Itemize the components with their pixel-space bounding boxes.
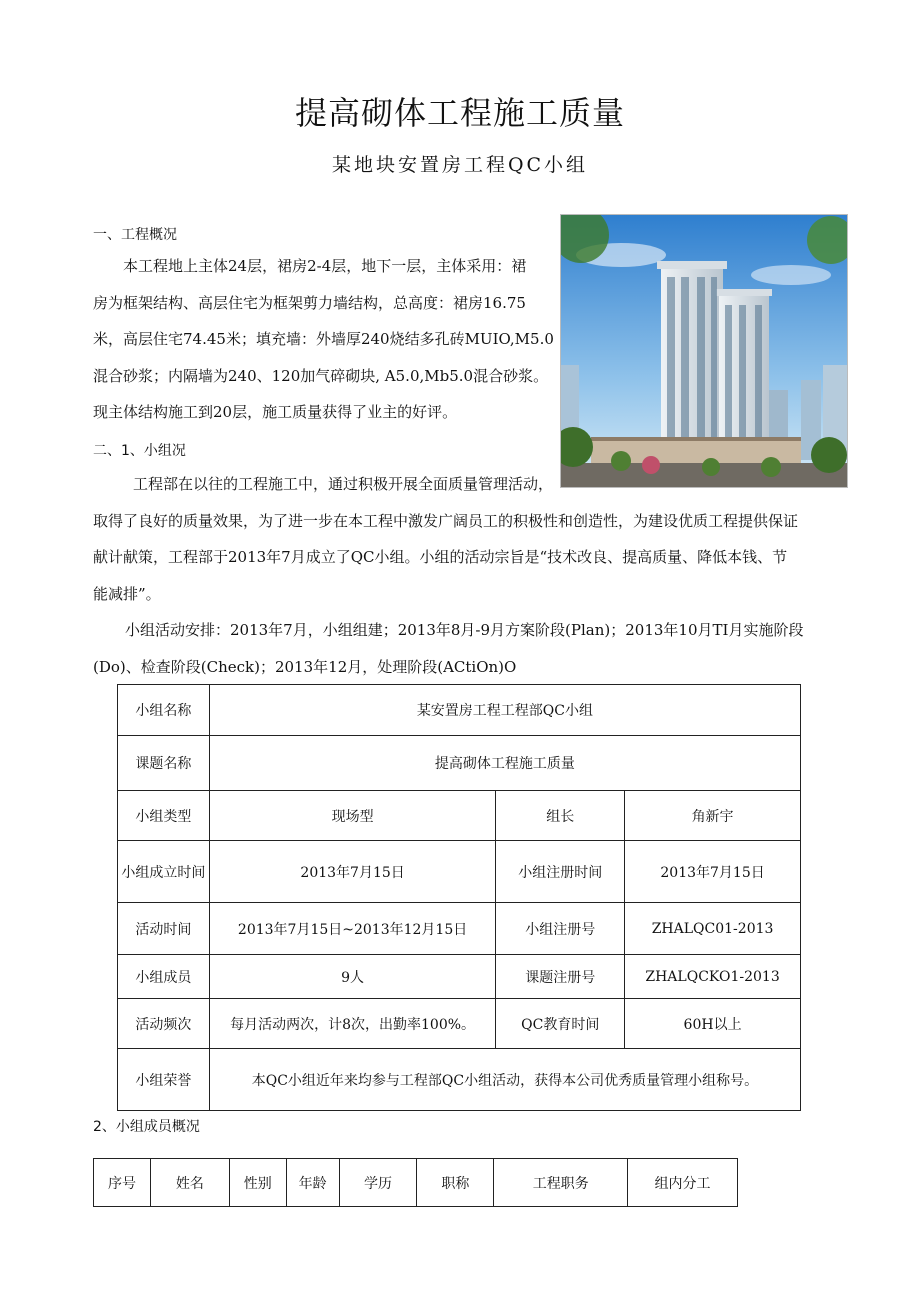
honor-label: 小组荣誉 bbox=[118, 1049, 210, 1111]
team-line: 取得了良好的质量效果，为了进一步在本工程中激发广阔员工的积极性和创造性，为建设优质工程提供保证 bbox=[93, 511, 799, 530]
team-line: 工程部在以往的工程施工中，通过积极开展全面质量管理活动， bbox=[133, 475, 554, 493]
schedule-line: (Do)、检查阶段(Check)；2013年12月，处理阶段(ACtiOn)O bbox=[93, 657, 517, 676]
table-row bbox=[118, 999, 801, 1049]
overview-line: 房为框架结构、高层住宅为框架剪力墙结构，总高度：裙房16.75 bbox=[93, 293, 526, 312]
members-label: 小组成员 bbox=[118, 955, 210, 999]
activity-time-value: 2013年7月15日~2013年12月15日 bbox=[209, 903, 496, 955]
column-header: 序号 bbox=[94, 1159, 151, 1207]
founded-label: 小组成立时间 bbox=[118, 841, 210, 903]
frequency-label: 活动频次 bbox=[118, 999, 210, 1049]
overview-line: 现主体结构施工到20层，施工质量获得了业主的好评。 bbox=[93, 403, 458, 421]
topic-label: 课题名称 bbox=[118, 736, 210, 791]
topic-value: 提高砌体工程施工质量 bbox=[209, 736, 800, 791]
topic-reg-label: 课题注册号 bbox=[496, 955, 625, 999]
reg-no-value: ZHALQC01-2013 bbox=[625, 903, 801, 955]
topic-reg-value: ZHALQCKO1-2013 bbox=[625, 955, 801, 999]
table-row bbox=[118, 841, 801, 903]
team-name-label: 小组名称 bbox=[118, 685, 210, 736]
table-row bbox=[118, 1049, 801, 1111]
registered-value: 2013年7月15日 bbox=[625, 841, 801, 903]
frequency-value: 每月活动两次，计8次，出勤率100%。 bbox=[209, 999, 496, 1049]
section-heading-team: 二、1、小组况 bbox=[93, 443, 186, 459]
registered-label: 小组注册时间 bbox=[496, 841, 625, 903]
page-title: 提高砌体工程施工质量 bbox=[294, 94, 625, 132]
schedule-line: 小组活动安排：2013年7月，小组组建；2013年8月-9月方案阶段(Plan)；2013年10月TI月实施阶段 bbox=[125, 621, 804, 639]
type-label: 小组类型 bbox=[118, 791, 210, 841]
members-value: 9人 bbox=[209, 955, 496, 999]
team-paragraph bbox=[93, 466, 833, 612]
edu-time-label: QC教育时间 bbox=[496, 999, 625, 1049]
column-header: 学历 bbox=[339, 1159, 417, 1207]
page-subtitle: 某地块安置房工程QC小组 bbox=[331, 154, 589, 176]
type-value: 现场型 bbox=[209, 791, 496, 841]
overview-paragraph bbox=[93, 248, 563, 431]
overview-line: 米，高层住宅74.45米；填充墙：外墙厚240烧结多孔砖MUIO,M5.0 bbox=[93, 330, 554, 348]
leader-label: 组长 bbox=[496, 791, 625, 841]
team-line: 能减排”。 bbox=[93, 584, 161, 603]
overview-line: 混合砂浆；内隔墙为240、120加气碎砌块, A5.0,Mb5.0混合砂浆。 bbox=[93, 366, 549, 385]
table-row bbox=[118, 791, 801, 841]
leader-value: 角新宇 bbox=[625, 791, 801, 841]
table-header-row bbox=[94, 1159, 738, 1207]
founded-value: 2013年7月15日 bbox=[209, 841, 496, 903]
team-info-table bbox=[117, 684, 801, 1111]
column-header: 年龄 bbox=[286, 1159, 339, 1207]
column-header: 组内分工 bbox=[628, 1159, 738, 1207]
column-header: 职称 bbox=[417, 1159, 494, 1207]
activity-time-label: 活动时间 bbox=[118, 903, 210, 955]
section-heading-members: 2、小组成员概况 bbox=[93, 1119, 200, 1135]
team-line: 献计献策，工程部于2013年7月成立了QC小组。小组的活动宗旨是“技术改良、提高质量、降低本钱、节 bbox=[93, 548, 788, 566]
column-header: 工程职务 bbox=[494, 1159, 628, 1207]
section-heading-overview: 一、工程概况 bbox=[93, 227, 177, 243]
table-row bbox=[118, 955, 801, 999]
edu-time-value: 60H以上 bbox=[625, 999, 801, 1049]
column-header: 姓名 bbox=[150, 1159, 229, 1207]
member-table bbox=[93, 1158, 738, 1207]
building-rendering-image bbox=[560, 214, 848, 488]
column-header: 性别 bbox=[229, 1159, 286, 1207]
table-row bbox=[118, 736, 801, 791]
overview-line: 本工程地上主体24层，裙房2-4层，地下一层，主体采用：裙 bbox=[123, 257, 527, 275]
honor-value: 本QC小组近年来均参与工程部QC小组活动，获得本公司优秀质量管理小组称号。 bbox=[209, 1049, 800, 1111]
schedule-paragraph bbox=[93, 612, 833, 685]
table-row bbox=[118, 685, 801, 736]
table-row bbox=[118, 903, 801, 955]
team-name-value: 某安置房工程工程部QC小组 bbox=[209, 685, 800, 736]
reg-no-label: 小组注册号 bbox=[496, 903, 625, 955]
